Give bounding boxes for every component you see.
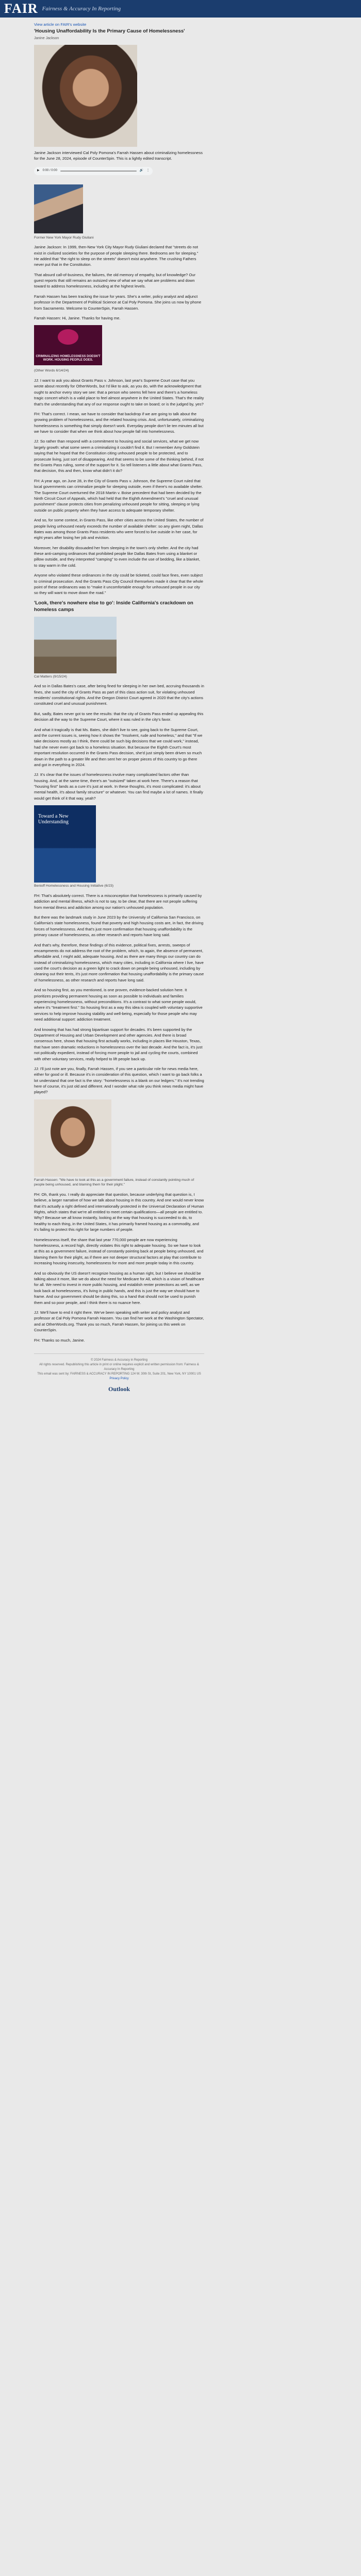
audio-player[interactable] [34,167,153,175]
paragraph: JJ: So rather than respond with a commitment to housing and social services, what we get now largely growth: what some seem a criminalizing it couldn't find it. But I remember Amy Goldstein saying that he hoped that the Constitution citing unhoused people to be protected, and to prosecute living, just sort of disappearing. And that seems to be some of the thinking behind, if not the Grants Pass ruling, some of the support for it. So tell listeners a little about what Grants Pass, that decision, this and then, know what didn't it do? [34,439,204,473]
article-column [34,18,204,1394]
caption-hassen: Farrah Hassen: "We have to look at this as a government failure, instead of constantly pointing much of people being unhoused, and blaming them for their plight." [34,1178,194,1187]
footer-rights: All rights reserved. Republishing this article in print or online requires explicit and written permission from: Fairness & Accuracy In Reporting [39,1363,199,1371]
footer-sender: This email was sent by: FAIRNESS & ACCURACY IN REPORTING 124 W. 30th St, Suite 201, New York, NY 10001 US [37,1372,201,1376]
report-cover [34,805,96,883]
paragraph: JJ: I'll just note are you, finally, Farrah Hassen, if you see a particular role for news media here, either for good or ill. Because it's in consideration of this question, which I want to go back folks a lot understand that one fact is the story: "homelessness is a blank on our ledgers." It's not trending here of course, it's just old and different. And I wonder what role you think news media might have played? [34,1066,204,1095]
email-footer [34,1353,204,1394]
volume-icon[interactable]: 🔊 [139,169,143,173]
paragraph: But, sadly, Bates never got to see the results: that the city of Grants Pass ended up appealing this decision all the way to the Supreme Court, where it was ruled in the city's favor. [34,711,204,722]
paragraph: FH: Oh, thank you. I really do appreciate that question, because underlying that question is, I believe, a larger narrative of how we talk about housing in this country. And one would never know that it's actually a right defined and internationally protected in the Universal Declaration of Human Rights, which states that we're all entitled to meet certain qualifications—all people are entitled to. Why? Because we all know instantly, looking at the way that housing is succeeded to do, to healthy to each thing, in the United States, it has primarily framed housing as a commodity, and it's failing to protect this right for large numbers of people. [34,1192,204,1232]
site-header [0,0,361,18]
paragraph: FH: A year ago, on June 28, in the City of Grants Pass v. Johnson, the Supreme Court ruled that local governments can criminalize people for sleeping outside, even if there's no available shelter. The Supreme Court overturned the 2018 Martin v. Boise precedent that had been decided by the Ninth Circuit Court of Appeals, which had held that the Eighth Amendment's "cruel and unusual punishment" clause protects cities from penalizing unhoused people for sitting, sleeping or lying outside on public property when they have access to adequate temporary shelter. [34,478,203,513]
paragraph: Anyone who violated these ordinances in the city could be ticketed, could face fines, even subject to criminal prosecution. And the Grants Pass City Council themselves made it clear that the whole point of these ordinances was to "make it uncomfortable enough for unhoused people in our city so they will want to move down the road." [34,573,203,596]
more-icon[interactable]: ⋮ [146,169,150,173]
paragraph: Farrah Hassen: Hi, Janine. Thanks for having me. [34,316,121,321]
paragraph: Janine Jackson: In 1999, then-New York City Mayor Rudy Giuliani declared that "streets do not exist in civilized societies for the purpose of people sleeping there. Bedrooms are for sleeping." He added that "the right to sleep on the streets" doesn't exist anywhere. The crushing Fathers never put that in the Constitution. [34,245,199,267]
report-cover-title: Toward a New Understanding [38,814,69,825]
caption-calmatters[interactable]: Cal Matters (9/15/24) [34,674,67,679]
encampment-photo [34,617,117,673]
paragraph: JJ: We'll have to end it right there. We've been speaking with writer and policy analyst and professor at Cal Poly Pomona Farrah Hassen. You can find her work at the Washington Spectator, and at OtherWords.org. Thank you so much, Farrah Hassen, for joining us this week on CounterSpin. [34,1310,204,1333]
paragraph: But there was the landmark study in June 2023 by the University of California San Francisco, on California's state homelessness, found that poverty and high housing costs are, in fact, the driving forces of homelessness. And that's just more confirmation that housing unaffordability is the primary cause of homelessness, as other research and reports have long said. [34,914,204,938]
hassen-photo [34,1099,111,1177]
article-title: 'Housing Unaffordability Is the Primary Cause of Homelessness' [34,28,185,35]
paragraph: And that's why, therefore, these findings of this evidence, political fixes, arrests, sweeps of encampments do not address the root of the problem, which, to again, the absence of permanent, affordable and, I might add, adequate housing. And as there are many things our country can do instead of criminalizing homelessness, which many cities, including in California where I live, have used the court's decision as a green light to crack down on people being unhoused, including by cleaning out their tents, it's just more confirmation that housing unaffordability is the primary cause of homelessness, as other research and reports have long said. [34,942,204,982]
play-icon[interactable]: ▶ [37,169,40,173]
graphic-circle [58,329,78,345]
paragraph: Moreover, her disability dissuaded her from sleeping in the town's only shelter. And the city had these anti-camping ordinances that prohibited people like Dallas Bates from using a blanket or pillow outside, and they interpreted "camping" to even include the use of bedding, like a blanket, to stay warm in the cold. [34,545,201,568]
paragraph: And so in Dallas Bates's case, after being fined for sleeping in her own bed, accruing thousands in fines, she sued the city of Grants Pass as part of this class action suit, for violating unhoused residents' constitutional rights. And the Oregon District Court agreed in 2020 that the city's actions constituted cruel and unusual punishment. [34,684,204,706]
otherwords-graphic [34,325,102,365]
fair-tagline: Fairness & Accuracy In Reporting [42,6,121,12]
audio-progress-bar[interactable] [60,171,137,172]
footer-copyright: © 2024 Fairness & Accuracy in Reporting [91,1358,147,1362]
intro-paragraph: Janine Jackson interviewed Cal Poly Pomona's Farrah Hassen about criminalizing homelessness for the June 28, 2024, episode of CounterSpin. This is a lightly edited transcript. [34,150,203,161]
paragraph: And so housing first, as you mentioned, is one proven, evidence-backed solution here. It prioritizes providing permanent housing as soon as possible to individuals and families experiencing homelessness, without preconditions. It's a contrast to what some people would, where it's "treatment first." So housing first as a way this idea is coupled with voluntary supportive services to help improve housing stability and well-being, especially for those people who may need additional support: addiction treatment. [34,988,203,1022]
caption-benioff[interactable]: Benioff Homelessness and Housing Initiative (6/23) [34,884,114,888]
graphic-text: CRIMINALIZING HOMELESSNESS DOESN'T WORK. HOUSING PEOPLE DOES. [36,355,101,362]
calmatters-headline[interactable]: 'Look, there's nowhere else to go': Inside California's crackdown on homeless camps [34,600,193,613]
paragraph: JJ: It's clear that the issues of homelessness involve many complicated factors other than housing. And, at the same time, there's an "outsized" taken at work here. There's a reason that "housing first" lands as a cure it's just at work. In these thoughts, it's most complicated: it's about mental health, it's about family structure" or whatever. You can find maybe a lot of names. It finally would get think of it that way, yeah? [34,772,203,801]
paragraph: And what it tragically is that Ms. Bates, she didn't live to see, going back to the Supreme Court, and the current issues is, seeing how it shows the "Insolvent, rude and homeless," and that "If we take decisions mostly as I think, there could be such big decisions that we could work," instead, had she never even got back to a homeless situation. But because the Eighth Court's most important resolution occurred in the Grants Pass decision, she'd just simply been driven so much down in the path to a greater life and then sent her on proper pieces of this country to go there and got in everything in 2024. [34,727,203,767]
paragraph: And so obviously the US doesn't recognize housing as a human right, but I believe we should be talking about it more, like we do about the need for Medicare for All, which is a vision of healthcare for all. We need to invest in more public housing, and establish renter protections as well, as we look back at homelessness, it's living in public hands, and this is just the way we should have to frame. And our government should be doing this, so a hand that should not be used to punish them and so poor people, and I think there is no nuance here. [34,1270,204,1305]
caption-otherwords[interactable]: (Other Words 6/14/24) [34,369,69,373]
paragraph: And so, for some context, in Grants Pass, like other cities across the United States, the number of people living unhoused nearly exceeds the number of available shelter: so any given night, Dallas Bates was among those Grants Pass residents who were forced to live outside in her case, for eight years after losing her job and eviction. [34,518,204,540]
view-on-site-link[interactable]: View article on FAIR's website [34,22,87,27]
paragraph: Homelessness itself, the share that last year 770,000 people are now experiencing homelessness, a record high, directly violates this right to adequate housing. So we have to look at this as a government failure, instead of constantly pointing back at people being unhoused, and blaming them for their plight, as if there are not deeper structural factors at play that contribute to increasing housing insecurity, homelessness for more and more people today in this country. [34,1237,204,1266]
paragraph: Farrah Hassen has been tracking the issue for years. She's a writer, policy analyst and adjunct professor in the Department of Political Science at Cal Poly Pomona. She joins us now by phone from Sacramento. Welcome to CounterSpin, Farrah Hassen. [34,294,202,311]
footer-logo: Outlook [108,1385,130,1393]
caption-giuliani: Former New York Mayor Rudy Giuliani [34,235,94,240]
fair-logo[interactable]: FAIR [4,1,38,16]
paragraph: JJ: I want to ask you about Grants Pass v. Johnson, last year's Supreme Court case that you wrote about recently for OtherWords, but I'd like to ask, as you do, with the acknowledgment that ought to anchor every story we see: that a person who seems fell here and there's a homeless tragic concert which is a valid place to feel almost anywhere in the United States. That's the reality that's the understanding that any of our response ought to take on board; or is the judged by, yes? [34,378,204,406]
paragraph: And knowing that has had strong bipartisan support for decades. It's been supported by the Department of Housing and Urban Development and other agencies. And there is broad consensus here, shows that housing first actually works, including in places like Houston, Texas, that have seen dramatic reductions in homelessness over the last decade. And the fact is, it's just not politically expedient, instead of forcing more people to jail and cycling the courts, combined with other voluntary services, really helped to lift people back up. [34,1027,203,1061]
article-byline: Janine Jackson [34,37,59,41]
paragraph: FH: That's correct. I mean, we have to consider that backdrop if we are going to talk about the growing problem of homelessness, and the related housing crisis. And, unfortunately, criminalizing homelessness is something that simply doesn't work. Everyday people don't lie ten minutes all but we have to consider that when we think about how people fall into homelessness. [34,411,204,434]
paragraph: FH: Thanks so much, Janine. [34,1337,85,1343]
privacy-policy-link[interactable]: Privacy Policy [109,1377,129,1380]
guest-photo [34,45,137,147]
paragraph: That absurd call-of-business, the failures, the old memory of empathy, but of knowledge? Our guest reports that still remains an outsized view of what we say what are problems and down toward to address homelessness, including at the highest levels. [34,272,196,289]
audio-time: 0:00 / 0:00 [42,169,57,173]
paragraph: FH: That's absolutely correct. There is a misconception that homelessness is primarily caused by addiction and mental illness, which is not to say, to be clear, that there are not people suffering from mental illness and addiction among our nation's unhoused population. [34,893,202,910]
giuliani-photo [34,184,83,233]
